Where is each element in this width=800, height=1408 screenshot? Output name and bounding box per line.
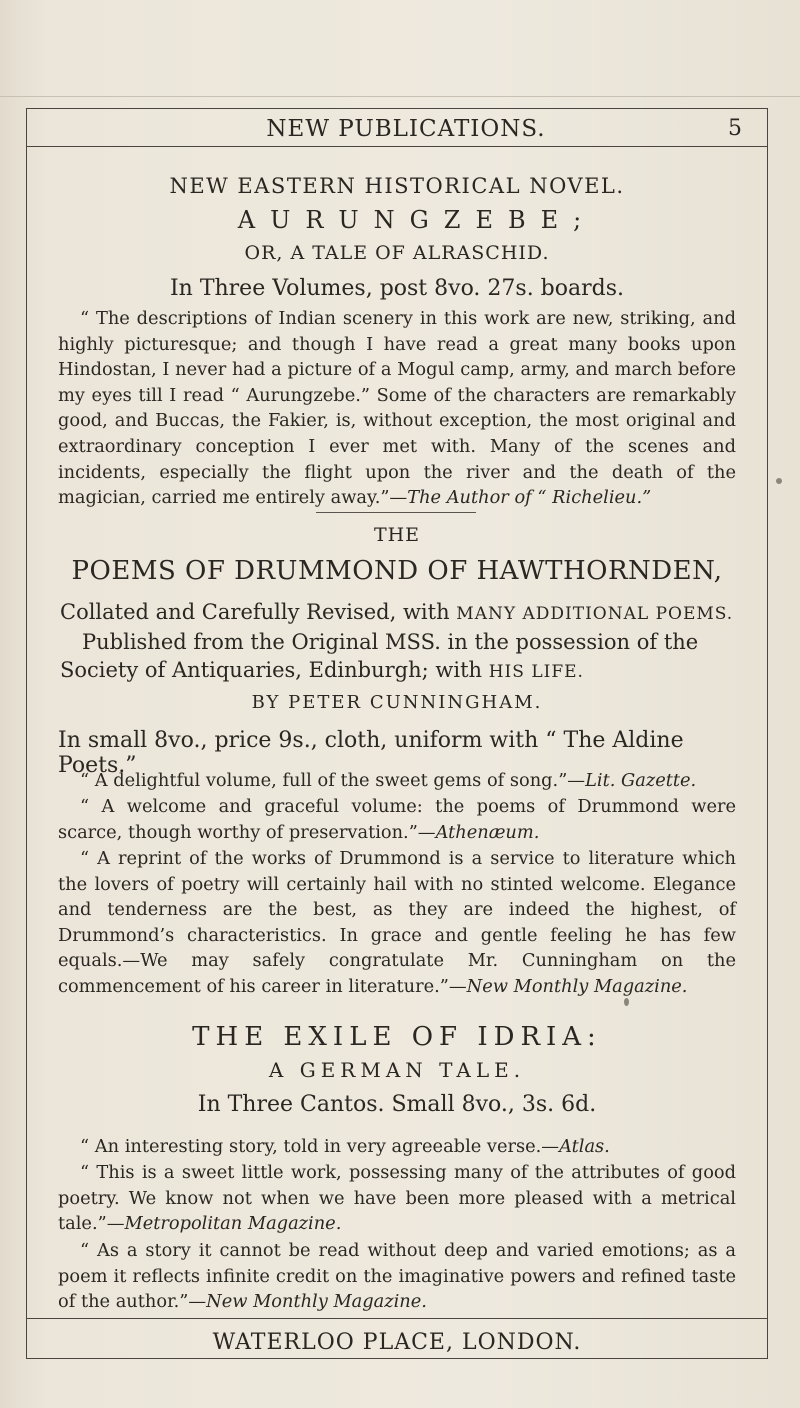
publisher-imprint: WATERLOO PLACE, LONDON. (212, 1330, 582, 1355)
review-text: “ A welcome and graceful volume: the poems of Drummond were scarce, though worthy of preservation.”— (58, 796, 736, 843)
price-line: In Three Cantos. Small 8vo., 3s. 6d. (197, 1092, 597, 1117)
review-source: The Author of “ Richelieu.” (407, 487, 652, 509)
price-line: In small 8vo., price 9s., cloth, uniform with “ The Aldine Poets.” (58, 728, 684, 778)
running-title: NEW PUBLICATIONS. (266, 116, 546, 142)
title-article: THE (373, 524, 421, 546)
footer-rule-top (26, 1318, 768, 1319)
review-paragraph (58, 768, 736, 794)
review-source: New Monthly Magazine. (206, 1291, 427, 1313)
review-paragraph (58, 1238, 736, 1315)
page-number: 5 (728, 116, 742, 141)
collated-text: Published from the Original MSS. in the possession of the Society of Antiquaries, Edinburgh; with (60, 630, 699, 682)
review-text: “ As a story it cannot be read without deep and varied emotions; as a poem it reflects infinite credit on the imaginative powers and refined taste of the author.”— (58, 1240, 736, 1313)
review-source: New Monthly Magazine. (466, 975, 688, 997)
header-rule (26, 146, 768, 147)
collated-note (60, 598, 740, 686)
review-paragraph (58, 1160, 736, 1237)
top-border-rule (26, 108, 768, 109)
book-subtitle: OR, A TALE OF ALRASCHID. (244, 242, 550, 264)
review-source: Metropolitan Magazine. (124, 1213, 342, 1235)
section-heading: NEW EASTERN HISTORICAL NOVEL. (169, 174, 625, 198)
review-paragraph (58, 794, 736, 845)
review-source: Athenæum. (435, 821, 540, 843)
separator-rule (316, 512, 476, 513)
ink-spot (776, 478, 782, 484)
collated-emphasis: MANY ADDITIONAL POEMS. (456, 604, 734, 624)
review-text: “ A reprint of the works of Drummond is a service to literature which the lovers of poetry will certainly hail with no stinted welcome. Elegance and tenderness are the best, as they are indeed the highest, of Drummond’s characteristics. In grace and gentle feeling he has few equals.—We may safely congratulate Mr. Cunningham on the commencement of his career in literature.”— (58, 848, 736, 997)
footer-rule-bottom (26, 1358, 768, 1359)
review-text: “ An interesting story, told in very agreeable verse.— (80, 1136, 560, 1157)
review-source: Lit. Gazette. (585, 770, 697, 791)
review-paragraph (58, 306, 736, 511)
author-line: BY PETER CUNNINGHAM. (251, 692, 543, 713)
page-edge-line (0, 96, 800, 97)
collated-emphasis: HIS LIFE. (488, 662, 584, 682)
collated-text: Collated and Carefully Revised, with (60, 600, 450, 624)
review-text: “ A delightful volume, full of the sweet gems of song.”— (80, 770, 586, 791)
review-paragraph (58, 846, 736, 1000)
review-text: “ The descriptions of Indian scenery in this work are new, striking, and highly picturesque; and though I have read a great many books upon Hindostan, I never had a picture of a Mogul camp, army, and march before my eyes till I read “ Aurungzebe.” Some of the characters are remarkably good, and Buccas, the Fakier, is, without exception, the most original and extraordinary conception I ever met with. Many of the scenes and incidents, especially the flight upon the river and the death of the magician, carried me entirely away.”— (58, 308, 736, 509)
book-title: POEMS OF DRUMMOND OF HAWTHORNDEN, (71, 556, 723, 586)
price-line: In Three Volumes, post 8vo. 27s. boards. (169, 276, 625, 301)
review-paragraph (58, 1134, 736, 1160)
book-title: AURUNGZEBE; (237, 206, 597, 234)
review-text: “ This is a sweet little work, possessing many of the attributes of good poetry. We know not when we have been more pleased with a metrical tale.”— (58, 1162, 736, 1235)
book-title: THE EXILE OF IDRIA: (192, 1022, 602, 1052)
book-subtitle: A GERMAN TALE. (268, 1058, 526, 1082)
review-source: Atlas. (559, 1136, 610, 1157)
